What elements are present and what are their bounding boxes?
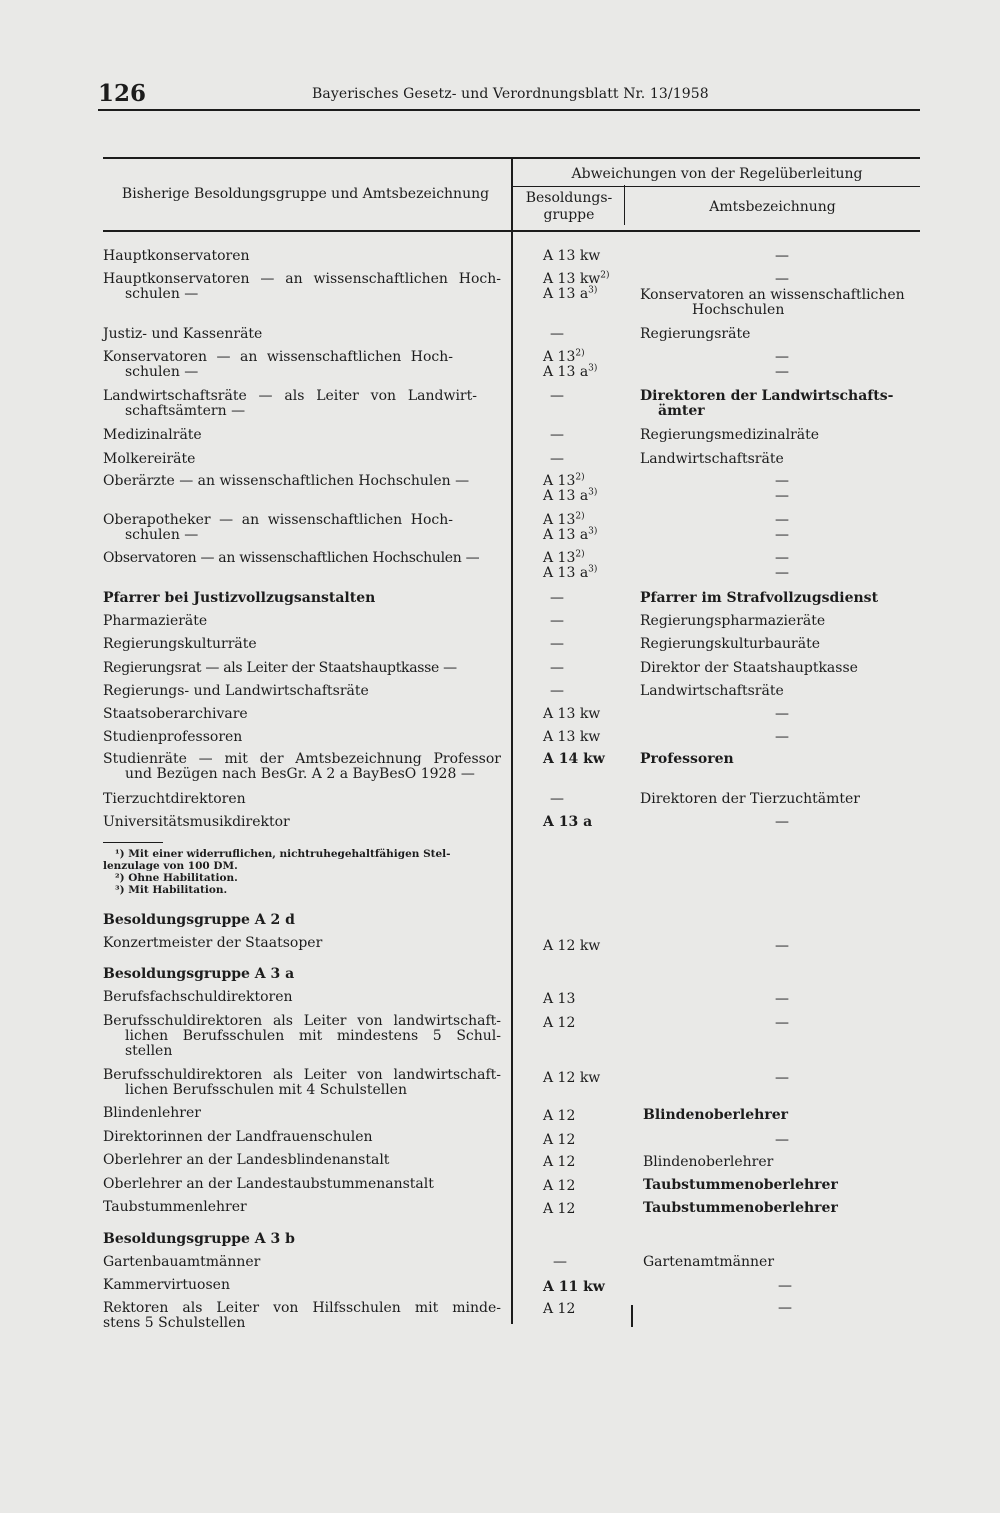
- former-title: Pharmazieräte: [103, 613, 208, 629]
- new-title: —: [775, 527, 789, 543]
- former-title: Molkereiräte: [103, 451, 196, 467]
- new-title-line2: ämter: [658, 403, 705, 419]
- new-title: Direktoren der Tierzuchtämter: [640, 791, 860, 807]
- former-title: Observatoren — an wissenschaftlichen Hochschulen —: [103, 550, 480, 566]
- former-title-line2: lichen Berufsschulen mit mindestens 5 Schul-: [125, 1028, 501, 1044]
- footnote-ref: 2): [600, 270, 610, 281]
- new-title-line1: Direktoren der Landwirtschafts-: [640, 388, 894, 404]
- former-title: [103, 513, 453, 543]
- section-heading: Besoldungsgruppe A 2 d: [103, 912, 295, 928]
- footnote-ref: 3): [588, 487, 598, 498]
- footnote-ref: 3): [588, 564, 598, 575]
- pay-group: [543, 551, 623, 581]
- former-title-line1: Konservatoren — an wissenschaftlichen Hoch-: [103, 349, 453, 365]
- former-title: Gartenbauamtmänner: [103, 1254, 261, 1270]
- pay-group: A 12: [543, 1301, 576, 1317]
- new-title: —: [775, 729, 789, 745]
- footnote-rule: [103, 842, 163, 843]
- pay-group: —: [550, 388, 564, 404]
- former-title: Direktorinnen der Landfrauenschulen: [103, 1129, 373, 1145]
- former-title-line1: Studienräte — mit der Amtsbezeichnung Professor: [103, 751, 501, 767]
- new-title: —: [775, 271, 789, 287]
- pay-group-line1: A 13: [543, 512, 576, 528]
- new-title: —: [778, 1278, 792, 1294]
- new-title: Professoren: [640, 751, 734, 767]
- pay-group: A 13 kw: [543, 706, 601, 722]
- pay-group-line2: A 13 a: [543, 488, 589, 504]
- pay-group-line2: A 13 a: [543, 527, 589, 543]
- pay-group: A 13 kw: [543, 729, 601, 745]
- new-title: —: [778, 1300, 792, 1316]
- page-header-title: Bayerisches Gesetz- und Verordnungsblatt Nr. 13/1958: [312, 86, 709, 102]
- new-title: —: [775, 248, 789, 264]
- section-heading: Besoldungsgruppe A 3 b: [103, 1231, 295, 1247]
- page-number: 126: [98, 80, 147, 107]
- new-title: Taubstummenoberlehrer: [643, 1200, 838, 1216]
- pay-group: A 12: [543, 1132, 576, 1148]
- footnote-ref: 3): [588, 363, 598, 374]
- column-header-pay-group-line1: Besoldungs-: [525, 190, 613, 206]
- header-rule: [98, 109, 920, 111]
- new-title-line2: Hochschulen: [692, 302, 785, 318]
- former-title: Tierzuchtdirektoren: [103, 791, 246, 807]
- pay-group-line1: A 13: [543, 473, 576, 489]
- new-title: Regierungsräte: [640, 326, 751, 342]
- former-title: Pfarrer bei Justizvollzugsanstalten: [103, 590, 376, 606]
- pay-group: —: [550, 427, 564, 443]
- new-title: —: [775, 364, 789, 380]
- former-title: Oberärzte — an wissenschaftlichen Hochschulen —: [103, 473, 470, 489]
- footnote-ref: 2): [575, 511, 585, 522]
- former-title: Taubstummenlehrer: [103, 1199, 247, 1215]
- former-title-line1: Rektoren als Leiter von Hilfsschulen mit minde-: [103, 1300, 501, 1316]
- former-title: [103, 752, 501, 782]
- table-header-rule: [103, 230, 920, 232]
- pay-group: —: [550, 683, 564, 699]
- pay-group-line2: A 13 a: [543, 364, 589, 380]
- pay-group: [543, 350, 623, 380]
- former-title-line1: Berufsschuldirektoren als Leiter von landwirtschaft-: [103, 1067, 501, 1083]
- footnote-2: ²) Ohne Habilitation.: [115, 872, 238, 884]
- group-header-rule: [513, 186, 920, 187]
- new-title: —: [775, 991, 789, 1007]
- former-title: Regierungskulturräte: [103, 636, 257, 652]
- new-title: —: [775, 349, 789, 365]
- former-title: [103, 350, 453, 380]
- pay-group: —: [550, 590, 564, 606]
- new-title: —: [775, 1015, 789, 1031]
- former-title: [103, 1014, 501, 1059]
- pay-group-line2: A 13 a: [543, 565, 589, 581]
- section-heading: Besoldungsgruppe A 3 a: [103, 966, 295, 982]
- former-title: [103, 1301, 501, 1331]
- column-header-official-title: Amtsbezeichnung: [709, 199, 836, 215]
- column-header-deviations: Abweichungen von der Regelüberleitung: [571, 166, 863, 182]
- former-title: [103, 1068, 501, 1098]
- former-title-line1: Berufsschuldirektoren als Leiter von landwirtschaft-: [103, 1013, 501, 1029]
- pay-group: —: [550, 636, 564, 652]
- new-title: Regierungskulturbauräte: [640, 636, 821, 652]
- former-title-line1: Landwirtschaftsräte — als Leiter von Landwirt-: [103, 388, 477, 404]
- pay-group: A 12: [543, 1015, 576, 1031]
- pay-group: A 12 kw: [543, 1070, 601, 1086]
- pay-group: A 13 kw: [543, 248, 601, 264]
- pay-group: A 12: [543, 1108, 576, 1124]
- new-title: [640, 389, 925, 419]
- new-title: Gartenamtmänner: [643, 1254, 775, 1270]
- former-title: Studienprofessoren: [103, 729, 243, 745]
- former-title: Kammervirtuosen: [103, 1277, 230, 1293]
- new-title: —: [775, 488, 789, 504]
- pay-group: A 13 a: [543, 814, 593, 830]
- new-title: Blindenoberlehrer: [643, 1154, 774, 1170]
- footnote-ref: 2): [575, 348, 585, 359]
- new-title: [640, 288, 925, 318]
- pay-group: [543, 513, 623, 543]
- footnote-3: ³) Mit Habilitation.: [115, 884, 228, 896]
- pay-group: A 12: [543, 1201, 576, 1217]
- new-title: Regierungsmedizinalräte: [640, 427, 820, 443]
- former-title-line2: schaftsämtern —: [125, 403, 246, 419]
- new-title: Landwirtschaftsräte: [640, 451, 784, 467]
- former-title-line2: lichen Berufsschulen mit 4 Schulstellen: [125, 1082, 407, 1098]
- column-divider-1: [511, 159, 513, 1324]
- former-title: Regierungsrat — als Leiter der Staatshauptkasse —: [103, 660, 457, 676]
- former-title-line2: stens 5 Schulstellen: [103, 1315, 246, 1331]
- footnote-1: ¹) Mit einer widerruflichen, nichtruhegehaltfähigen Stel-: [115, 848, 451, 860]
- pay-group: A 11 kw: [543, 1279, 605, 1295]
- pay-group: —: [550, 660, 564, 676]
- new-title: Landwirtschaftsräte: [640, 683, 784, 699]
- pay-group-line1: A 13: [543, 550, 576, 566]
- former-title-line3: stellen: [125, 1043, 173, 1059]
- pay-group: A 14 kw: [543, 751, 605, 767]
- pay-group: A 12: [543, 1178, 576, 1194]
- pay-group: [543, 474, 623, 504]
- footnotes: [103, 848, 503, 896]
- former-title-line2: schulen —: [125, 286, 199, 302]
- former-title: Blindenlehrer: [103, 1105, 201, 1121]
- pay-group: —: [553, 1254, 567, 1270]
- new-title: —: [775, 1132, 789, 1148]
- former-title-line2: schulen —: [125, 364, 199, 380]
- former-title: Hauptkonservatoren: [103, 248, 250, 264]
- former-title: Oberlehrer an der Landesblindenanstalt: [103, 1152, 390, 1168]
- former-title-line1: Hauptkonservatoren — an wissenschaftlichen Hoch-: [103, 271, 501, 287]
- former-title: Universitätsmusikdirektor: [103, 814, 290, 830]
- pay-group: [543, 272, 623, 302]
- new-title: Regierungspharmazieräte: [640, 613, 826, 629]
- pay-group: A 12: [543, 1154, 576, 1170]
- new-title: —: [775, 550, 789, 566]
- new-title: Pfarrer im Strafvollzugsdienst: [640, 590, 879, 606]
- footnote-ref: 2): [575, 472, 585, 483]
- new-title: —: [775, 1070, 789, 1086]
- new-title: Taubstummenoberlehrer: [643, 1177, 838, 1193]
- pay-group: —: [550, 791, 564, 807]
- pay-group: —: [550, 451, 564, 467]
- pay-group: A 13: [543, 991, 576, 1007]
- column-header-pay-group-line2: gruppe: [543, 207, 595, 223]
- new-title: —: [775, 565, 789, 581]
- former-title: Konzertmeister der Staatsoper: [103, 935, 323, 951]
- former-title-line2: schulen —: [125, 527, 199, 543]
- new-title: —: [775, 938, 789, 954]
- footnote-1-cont: lenzulage von 100 DM.: [103, 860, 238, 872]
- new-title: —: [775, 814, 789, 830]
- new-title: Direktor der Staatshauptkasse: [640, 660, 858, 676]
- footnote-ref: 2): [575, 549, 585, 560]
- pay-group-line1: A 13: [543, 349, 576, 365]
- former-title: Medizinalräte: [103, 427, 202, 443]
- former-title: [103, 272, 501, 302]
- new-title: —: [775, 706, 789, 722]
- column-header-pay-group: [514, 190, 624, 224]
- pay-group: A 12 kw: [543, 938, 601, 954]
- pay-group: —: [550, 326, 564, 342]
- column-divider-2-bottom: [631, 1305, 633, 1327]
- former-title-line2: und Bezügen nach BesGr. A 2 a BayBesO 1928 —: [125, 766, 475, 782]
- former-title: Oberlehrer an der Landestaubstummenanstalt: [103, 1176, 434, 1192]
- pay-group-line1: A 13 kw: [543, 271, 601, 287]
- former-title: Berufsfachschuldirektoren: [103, 989, 293, 1005]
- former-title: [103, 389, 477, 419]
- former-title-line1: Oberapotheker — an wissenschaftlichen Hoch-: [103, 512, 453, 528]
- new-title: —: [775, 512, 789, 528]
- new-title-line1: Konservatoren an wissenschaftlichen: [640, 287, 905, 303]
- former-title: Justiz- und Kassenräte: [103, 326, 263, 342]
- footnote-ref: 3): [588, 526, 598, 537]
- former-title: Staatsoberarchivare: [103, 706, 248, 722]
- column-header-former-group: Bisherige Besoldungsgruppe und Amtsbezeichnung: [121, 186, 490, 202]
- former-title: Regierungs- und Landwirtschaftsräte: [103, 683, 369, 699]
- pay-group-line2: A 13 a: [543, 286, 589, 302]
- new-title: Blindenoberlehrer: [643, 1107, 788, 1123]
- pay-group: —: [550, 613, 564, 629]
- new-title: —: [775, 473, 789, 489]
- footnote-ref: 3): [588, 285, 598, 296]
